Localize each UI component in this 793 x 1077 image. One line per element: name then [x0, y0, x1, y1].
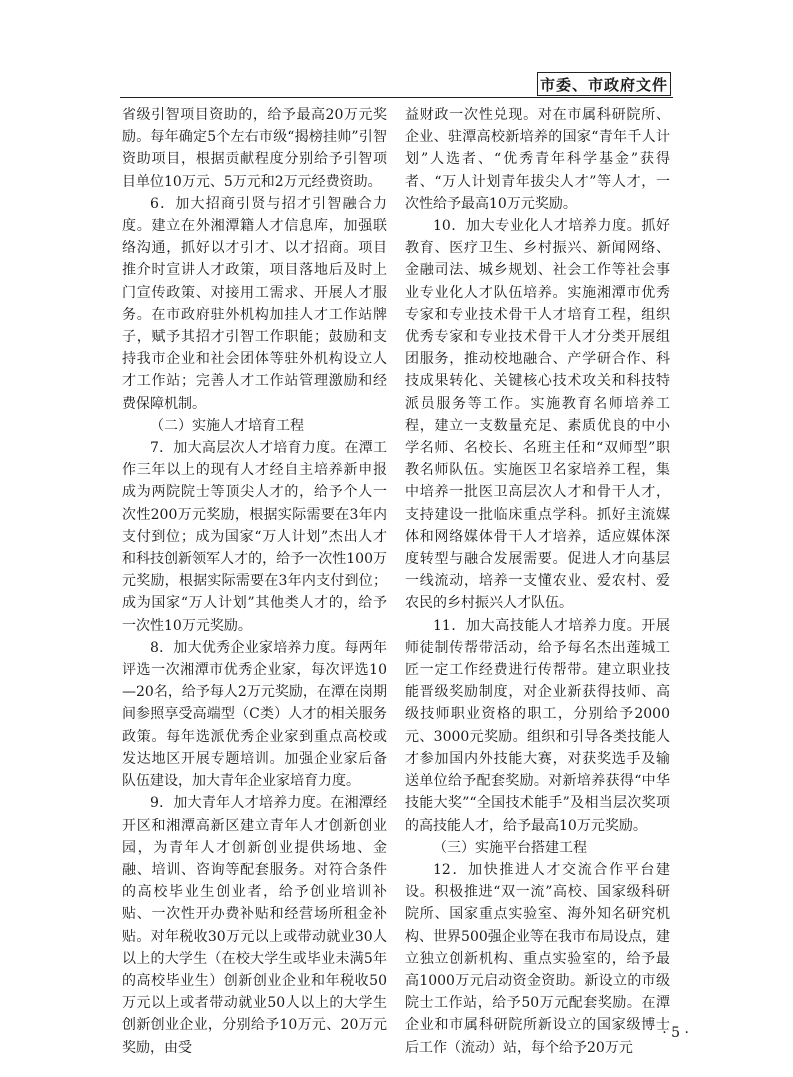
paragraph: 7．加大高层次人才培育力度。在潭工作三年以上的现有人才经自主培养新申报成为两院院士等顶尖人才的，给予个人一次性200万元奖励，根据实际需要在3年内支付到位；成为国家“万人计划”杰出人才和科技创新领军人才的，给予一次性100万元奖励，根据实际需要在3年内支付到位；成为国家“万人计划”其他类人才的，给予一次性10万元奖励。	[122, 440, 387, 634]
paragraph: 8．加大优秀企业家培养力度。每两年评选一次湘潭市优秀企业家，每次评选10—20名，给予每人2万元奖励，在潭在岗期间参照享受高端型（C类）人才的相关服务政策。每年选派优秀企业家到重点高校或发达地区开展专题培训。加强企业家后备队伍建设，加大青年企业家培育力度。	[122, 639, 387, 790]
document-section-label: 市委、市政府文件	[537, 72, 671, 96]
paragraph: 益财政一次性兑现。对在市属科研院所、企业、驻潭高校新培养的国家“青年千人计划”人选者、“优秀青年科学基金”获得者、“万人计划青年拔尖人才”等人才，一次性给予最高10万元奖励。	[405, 107, 670, 212]
paragraph: 9．加大青年人才培养力度。在湘潭经开区和湘潭高新区建立青年人才创新创业园，为青年人才创新创业提供场地、金融、培训、咨询等配套服务。对符合条件的高校毕业生创业者，给予创业培训补贴、一次性开办费补贴和经营场所租金补贴。对年税收30万元以上或带动就业30人以上的大学生（在校大学生或毕业未满5年的高校毕业生）创新创业企业和年税收50万元以上或者带动就业50人以上的大学生创新创业企业，分别给予10万元、20万元奖励，由受	[122, 795, 387, 1056]
right-text-column	[405, 104, 670, 1059]
paragraph: 6．加大招商引贤与招才引智融合力度。建立在外湘潭籍人才信息库，加强联络沟通，抓好以才引才、以才招商。项目推介时宣讲人才政策，项目落地后及时上门宣传政策、对接用工需求、开展人才服务。在市政府驻外机构加挂人才工作站牌子，赋予其招才引智工作职能；鼓励和支持我市企业和社会团体等驻外机构设立人才工作站；完善人才工作站管理激励和经费保障机制。	[122, 195, 387, 412]
section-subheading: （二）实施人才培育工程	[150, 417, 304, 434]
header-divider	[120, 97, 673, 98]
paragraph: 10．加大专业化人才培养力度。抓好教育、医疗卫生、乡村振兴、新闻网络、金融司法、城乡规划、社会工作等社会事业专业化人才队伍培养。实施湘潭市优秀专家和专业技术骨干人才培育工程，组织优秀专家和专业技术骨干人才分类开展组团服务，推动校地融合、产学研合作、科技成果转化、关键核心技术攻关和科技特派员服务等工作。实施教育名师培养工程，建立一支数量充足、素质优良的中小学名师、名校长、名班主任和“双师型”职教名师队伍。实施医卫名家培养工程，集中培养一批医卫高层次人才和骨干人才，支持建设一批临床重点学科。抓好主流媒体和网络媒体骨干人才培养，适应媒体深度转型与融合发展需要。促进人才向基层一线流动，培养一支懂农业、爱农村、爱农民的乡村振兴人才队伍。	[405, 218, 670, 612]
paragraph: 省级引智项目资助的，给予最高20万元奖励。每年确定5个左右市级“揭榜挂帅”引智资助项目，根据贡献程度分别给予引智项目单位10万元、5万元和2万元经费资助。	[122, 107, 387, 190]
left-text-column	[122, 104, 387, 1059]
paragraph: 12．加快推进人才交流合作平台建设。积极推进“双一流”高校、国家级科研院所、国家重点实验室、海外知名研究机构、世界500强企业等在我市布局设点，建立独立创新机构、重点实验室的，给予最高1000万元启动资金资助。新设立的市级院士工作站，给予50万元配套奖励。在潭企业和市属科研院所新设立的国家级博士后工作（流动）站，每个给予20万元	[405, 861, 670, 1056]
page-number: · 5 ·	[662, 1025, 689, 1041]
paragraph: 11．加大高技能人才培养力度。开展师徒制传帮带活动，给予每名杰出莲城工匠一定工作经费进行传帮带。建立职业技能晋级奖励制度，对企业新获得技师、高级技师职业资格的职工，分别给予2000元、3000元奖励。组织和引导各类技能人才参加国内外技能大赛，对获奖选手及输送单位给予配套奖励。对新培养获得“中华技能大奖”“全国技术能手”及相当层次奖项的高技能人才，给予最高10万元奖励。	[405, 617, 670, 834]
section-subheading: （三）实施平台搭建工程	[433, 839, 587, 856]
